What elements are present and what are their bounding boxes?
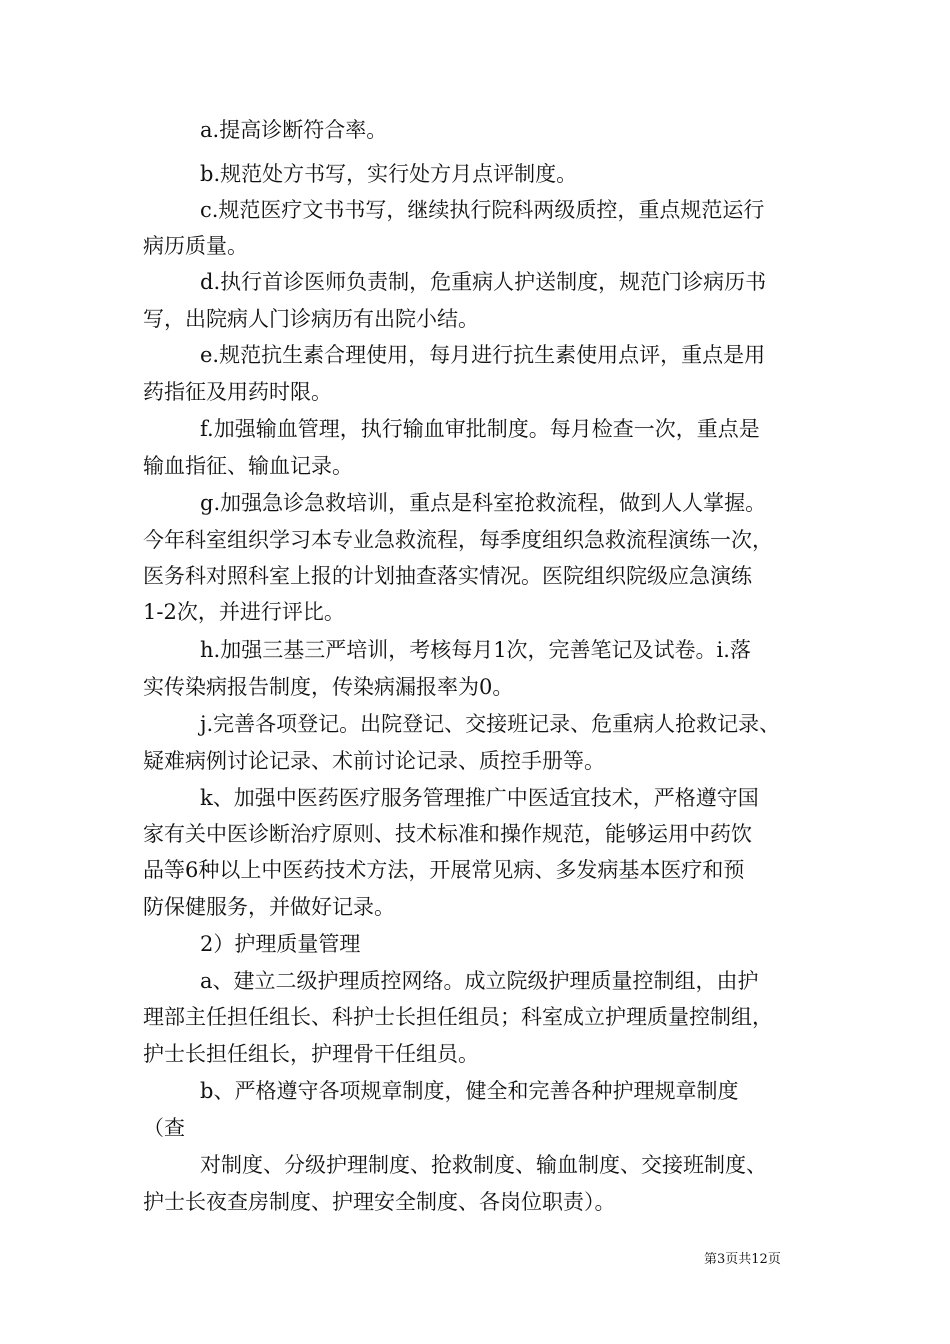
text-line: a、建立二级护理质控网络。成立院级护理质量控制组，由护 — [200, 969, 759, 993]
text-line: 品等6种以上中医药技术方法，开展常见病、多发病基本医疗和预 — [143, 858, 745, 882]
text-line: b.规范处方书写，实行处方月点评制度。 — [200, 162, 578, 186]
text-line: k、加强中医药医疗服务管理推广中医适宜技术，严格遵守国 — [200, 786, 759, 810]
text-line: 护士长夜查房制度、护理安全制度、各岗位职责）。 — [143, 1190, 616, 1214]
text-line: 病历质量。 — [143, 234, 248, 258]
text-line: j.完善各项登记。出院登记、交接班记录、危重病人抢救记录、 — [200, 712, 781, 736]
text-line: 1-2次，并进行评比。 — [143, 600, 345, 624]
text-line: 今年科室组织学习本专业急救流程，每季度组织急救流程演练一次， — [143, 528, 773, 552]
text-line: 疑难病例讨论记录、术前讨论记录、质控手册等。 — [143, 749, 605, 773]
text-line: 护士长担任组长，护理骨干任组员。 — [143, 1042, 479, 1066]
text-line: d.执行首诊医师负责制，危重病人护送制度，规范门诊病历书 — [200, 270, 767, 294]
text-line: 实传染病报告制度，传染病漏报率为0。 — [143, 675, 514, 699]
text-line: g.加强急诊急救培训，重点是科室抢救流程，做到人人掌握。 — [200, 491, 767, 515]
text-line: b、严格遵守各项规章制度，健全和完善各种护理规章制度 — [200, 1079, 739, 1103]
text-line: h.加强三基三严培训，考核每月1次，完善笔记及试卷。i.落 — [200, 638, 751, 662]
text-line: 药指征及用药时限。 — [143, 380, 332, 404]
page-number-footer: 第3页共12页 — [704, 1252, 781, 1267]
text-line: 家有关中医诊断治疗原则、技术标准和操作规范，能够运用中药饮 — [143, 822, 752, 846]
text-line: a.提高诊断符合率。 — [200, 118, 388, 142]
text-line: c.规范医疗文书书写，继续执行院科两级质控，重点规范运行 — [200, 198, 765, 222]
text-line: 医务科对照科室上报的计划抽查落实情况。医院组织院级应急演练 — [143, 564, 752, 588]
text-line: 输血指征、输血记录。 — [143, 454, 353, 478]
text-line: 防保健服务，并做好记录。 — [143, 895, 395, 919]
text-line: f.加强输血管理，执行输血审批制度。每月检查一次，重点是 — [200, 417, 760, 441]
text-line: 理部主任担任组长、科护士长担任组员；科室成立护理质量控制组， — [143, 1005, 773, 1029]
section-heading: 2）护理质量管理 — [200, 932, 361, 956]
text-line: （查 — [143, 1116, 185, 1140]
text-line: 写，出院病人门诊病历有出院小结。 — [143, 307, 479, 331]
text-line: e.规范抗生素合理使用，每月进行抗生素使用点评，重点是用 — [200, 343, 766, 367]
text-line: 对制度、分级护理制度、抢救制度、输血制度、交接班制度、 — [200, 1153, 767, 1177]
